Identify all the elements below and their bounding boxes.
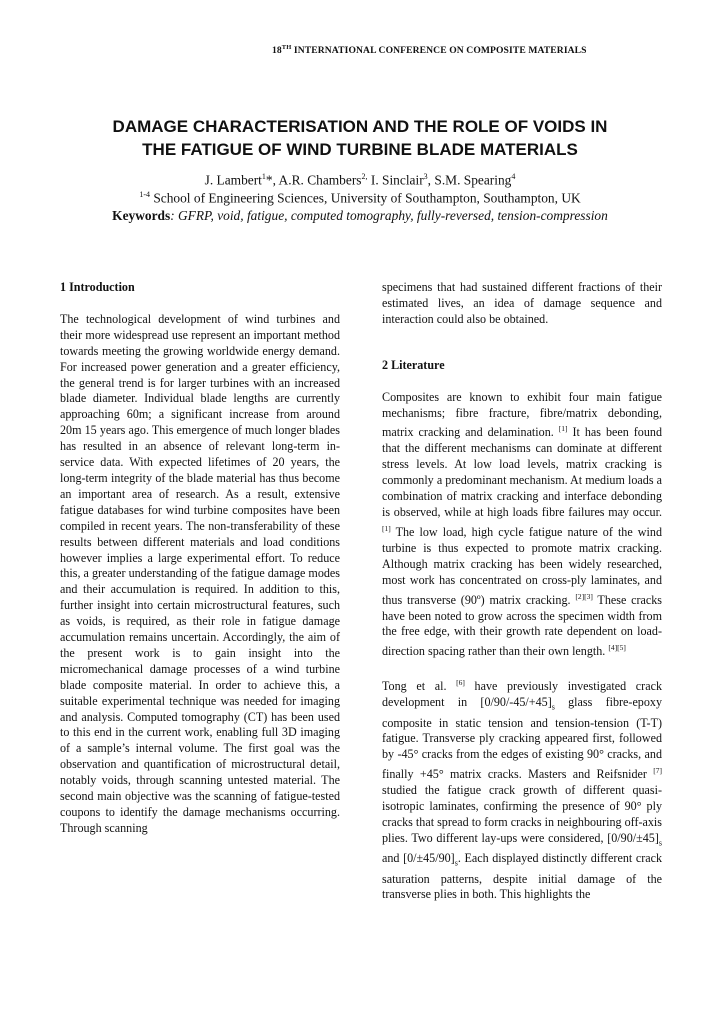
literature-paragraph-1 bbox=[382, 390, 662, 661]
text-run: have previously investigated crack development in [0/90/-45/+45] bbox=[382, 679, 662, 710]
text-run: glass fibre-epoxy composite in static tension and tension-tension (T-T) fatigue. Transverse ply cracking appeared first, followed by -45° cracks from the edges of existing 90° cracks, and finally +45° matrix cracks. Masters and Reifsnider bbox=[382, 695, 662, 782]
author-name: I. Sinclair bbox=[370, 172, 424, 188]
subscript: s bbox=[658, 838, 662, 848]
running-header bbox=[0, 44, 720, 56]
citation: [1] bbox=[382, 523, 391, 533]
paper-title bbox=[40, 115, 680, 161]
keywords-label: Keywords bbox=[112, 208, 171, 223]
title-line-2: THE FATIGUE OF WIND TURBINE BLADE MATERIALS bbox=[142, 140, 578, 159]
text-run: Composites are known to exhibit four main fatigue mechanisms; fibre fracture, fibre/matrix debonding, matrix cracking and delamination. bbox=[382, 389, 662, 440]
left-column bbox=[60, 280, 340, 837]
keywords-line bbox=[0, 208, 720, 224]
subscript: s bbox=[551, 702, 555, 712]
header-ordinal: 18 bbox=[272, 45, 282, 57]
author-sup: 1 bbox=[261, 172, 266, 181]
section-heading-literature: 2 Literature bbox=[382, 357, 445, 372]
text-run: It has been found that the different mechanisms can dominate at different stress levels. At low load levels, matrix cracking is commonly a predominant mechanism. At medium loads a combination of matrix cracking and interface debonding is observed, while at high loads fibre failures may occur. bbox=[382, 425, 662, 519]
author-name: J. Lambert bbox=[204, 172, 262, 188]
citation: [4][5] bbox=[608, 643, 626, 653]
keywords-text: GFRP, void, fatigue, computed tomography, fully-reversed, tension-compression bbox=[178, 208, 608, 223]
author-sup: 2, bbox=[361, 172, 368, 181]
text-run: These cracks have been noted to grow across the specimen width from the free edge, with their growth rate dependent on load-direction spacing rather than their own length. bbox=[382, 592, 662, 659]
text-run: . Each displayed distinctly different crack saturation patterns, despite initial damage of the transverse plies in both. This highlights the bbox=[382, 851, 662, 902]
section-heading-introduction: 1 Introduction bbox=[60, 280, 135, 294]
author-name: S.M. Spearing bbox=[434, 172, 512, 188]
text-run: studied the fatigue crack growth of different quasi-isotropic laminates, confirming the presence of 90° ply cracks that spread to form cracks in neighbouring off-axis plies. Two different lay-ups were considered, [0/90/±45] bbox=[382, 783, 662, 845]
affiliation-text: School of Engineering Sciences, University of Southampton, Southampton, UK bbox=[149, 190, 581, 206]
author-sep: *, bbox=[265, 172, 279, 188]
author-sup: 4 bbox=[511, 172, 516, 181]
intro-paragraph-continued: specimens that had sustained different fractions of their estimated lives, an idea of damage sequence and interaction could also be obtained. bbox=[382, 280, 662, 326]
author-sep: , bbox=[427, 172, 435, 188]
keywords-colon: : bbox=[170, 208, 179, 223]
citation: [7] bbox=[653, 766, 662, 776]
text-run: Tong et al. bbox=[382, 679, 457, 694]
header-conference: INTERNATIONAL CONFERENCE ON COMPOSITE MATERIALS bbox=[291, 45, 587, 57]
citation: [2][3] bbox=[575, 591, 593, 601]
text-run: The low load, high cycle fatigue nature of the wind turbine is thus expected to promote matrix cracking. Although matrix cracking has been widely researched, most work has concentrated on cross-ply laminates, and thus transverse (90º) matrix cracking. bbox=[382, 524, 662, 607]
affiliation-sup: 1-4 bbox=[139, 190, 150, 199]
author-sup: 3 bbox=[423, 172, 428, 181]
header-ordinal-suffix: TH bbox=[281, 44, 292, 51]
citation: [6] bbox=[456, 678, 465, 688]
literature-paragraph-2 bbox=[382, 675, 662, 903]
author-list bbox=[0, 172, 720, 188]
text-run: and [0/±45/90] bbox=[382, 851, 455, 866]
title-line-1: DAMAGE CHARACTERISATION AND THE ROLE OF VOIDS IN bbox=[112, 117, 608, 136]
right-column bbox=[382, 280, 662, 903]
affiliation bbox=[0, 190, 720, 206]
citation: [1] bbox=[558, 424, 568, 434]
intro-paragraph: The technological development of wind turbines and their more widespread use represent an important method towards meeting the growing worldwide energy demand. For increased power generation and a greater efficiency, the general trend is for larger turbines with an increased blade diameter. Individual blade lengths are currently approaching 60m; a significant increase from around 20m 15 years ago. This emergence of much longer blades has resulted in an absence of relevant long-term in-service data. With expected lifetimes of 20 years, the long-term integrity of the blade material has thus become an important area of research. As a result, extensive fatigue databases for wind turbine composites have been compiled in recent years. The non-transferability of these results between different materials and load conditions however implies a large experimental effort. To reduce this, a greater understanding of the fatigue damage modes and their accumulation is required. In addition to this, further insight into certain microstructural features, such as voids, is required, as their role in fatigue damage accumulation remains uncertain. Accordingly, the aim of the present work is to gain insight into the micromechanical damage processes of a wind turbine blade composite material. In order to achieve this, a suitable experimental technique was needed for imaging and analysis. Computed tomography (CT) has been used to this end in the current work, enabling full 3D imaging of a sample’s internal volume. The first goal was the observation and quantification of microstructural detail, notably voids, through scanning untested material. The second main objective was the scanning of fatigue-tested coupons to identify the damage mechanisms occurring. Through scanning bbox=[60, 311, 340, 835]
subscript: s bbox=[454, 858, 458, 868]
author-name: A.R. Chambers bbox=[278, 172, 362, 188]
